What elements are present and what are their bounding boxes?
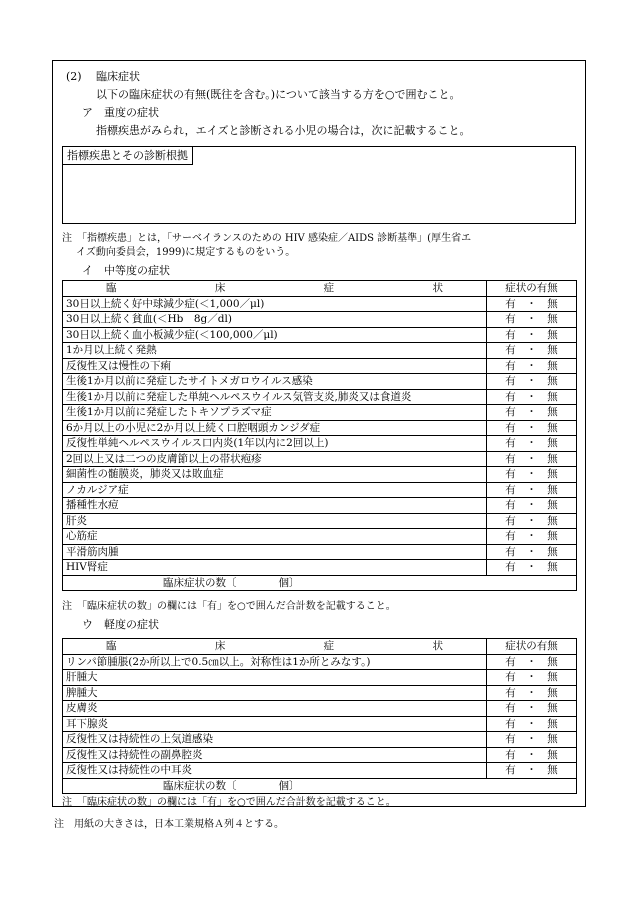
symptom-name: 生後1か月以前に発症したサイトメガロウイルス感染 (63, 374, 487, 390)
severe-instruction: 指標疾患がみられ，エイズと診断される小児の場合は，次に記載すること。 (96, 124, 471, 137)
presence-choice[interactable]: 有 ・ 無 (487, 420, 577, 436)
symptom-name: 肝炎 (63, 513, 487, 529)
symptom-name: 生後1か月以前に発症した単純ヘルペスウイルス気管支炎,肺炎又は食道炎 (63, 389, 487, 405)
table-row (63, 654, 577, 670)
presence-choice[interactable]: 有 ・ 無 (487, 685, 577, 701)
symptom-name: 皮膚炎 (63, 701, 487, 717)
header-presence: 症状の有無 (487, 281, 577, 297)
presence-choice[interactable]: 有 ・ 無 (487, 467, 577, 483)
index-disease-box[interactable] (62, 146, 576, 224)
table-row (63, 544, 577, 560)
symptom-name: 肝腫大 (63, 670, 487, 686)
count-row (63, 778, 577, 794)
presence-choice[interactable]: 有 ・ 無 (487, 358, 577, 374)
header-char: 臨 (106, 640, 117, 653)
symptom-name: 反復性又は慢性の下痢 (63, 358, 487, 374)
table-row (63, 312, 577, 328)
symptom-name: ノカルジア症 (63, 482, 487, 498)
table-row (63, 327, 577, 343)
table-row (63, 343, 577, 359)
table-row (63, 670, 577, 686)
symptom-name: 6か月以上の小児に2か月以上続く口腔咽頭カンジダ症 (63, 420, 487, 436)
section-title: 臨床症状 (96, 70, 140, 83)
symptom-name: 反復性又は持続性の副鼻腔炎 (63, 747, 487, 763)
symptom-name: 30日以上続く血小板減少症(＜100,000／μl) (63, 327, 487, 343)
presence-choice[interactable]: 有 ・ 無 (487, 498, 577, 514)
table-row (63, 467, 577, 483)
table-row (63, 529, 577, 545)
presence-choice[interactable]: 有 ・ 無 (487, 716, 577, 732)
presence-choice[interactable]: 有 ・ 無 (487, 451, 577, 467)
table-row (63, 685, 577, 701)
header-char: 臨 (106, 282, 117, 295)
presence-choice[interactable]: 有 ・ 無 (487, 763, 577, 779)
mild-symptom-table (62, 638, 577, 794)
count-blank-cell (487, 575, 577, 591)
table-row (63, 716, 577, 732)
symptom-count-field[interactable]: 臨床症状の数〔 個〕 (63, 778, 487, 794)
table-row (63, 389, 577, 405)
presence-choice[interactable]: 有 ・ 無 (487, 327, 577, 343)
table-row (63, 701, 577, 717)
symptom-name: 播種性水痘 (63, 498, 487, 514)
symptom-name: 生後1か月以前に発症したトキソプラズマ症 (63, 405, 487, 421)
symptom-name: 反復性又は持続性の中耳炎 (63, 763, 487, 779)
table-row (63, 513, 577, 529)
table-row (63, 498, 577, 514)
table-row (63, 451, 577, 467)
presence-choice[interactable]: 有 ・ 無 (487, 670, 577, 686)
presence-choice[interactable]: 有 ・ 無 (487, 529, 577, 545)
header-symptom (63, 281, 487, 297)
presence-choice[interactable]: 有 ・ 無 (487, 544, 577, 560)
table-row (63, 482, 577, 498)
header-char: 症 (323, 282, 335, 295)
footer-note: 注 用紙の大きさは，日本工業規格Ａ列４とする。 (54, 819, 284, 830)
table-header-row (63, 281, 577, 297)
presence-choice[interactable]: 有 ・ 無 (487, 732, 577, 748)
symptom-name: 細菌性の髄膜炎，肺炎又は敗血症 (63, 467, 487, 483)
symptom-count-field[interactable]: 臨床症状の数〔 個〕 (63, 575, 487, 591)
table-row (63, 560, 577, 576)
section-number: (2) (66, 70, 82, 83)
symptom-name: 反復性単純ヘルペスウイルス口内炎(1年以内に2回以上) (63, 436, 487, 452)
mild-heading: ウ 軽度の症状 (82, 618, 159, 631)
count-row (63, 575, 577, 591)
presence-choice[interactable]: 有 ・ 無 (487, 560, 577, 576)
header-char: 床 (214, 640, 226, 653)
symptom-name: 心筋症 (63, 529, 487, 545)
table-row (63, 436, 577, 452)
header-char: 床 (214, 282, 226, 295)
severe-heading: ア 重度の症状 (82, 106, 159, 119)
symptom-name: 30日以上続く貧血(＜Hb 8g／dl) (63, 312, 487, 328)
count-blank-cell (487, 778, 577, 794)
symptom-name: 耳下腺炎 (63, 716, 487, 732)
symptom-name: 1か月以上続く発熱 (63, 343, 487, 359)
table-row (63, 405, 577, 421)
header-char: 状 (432, 640, 443, 653)
table-row (63, 763, 577, 779)
table-row (63, 358, 577, 374)
presence-choice[interactable]: 有 ・ 無 (487, 482, 577, 498)
presence-choice[interactable]: 有 ・ 無 (487, 701, 577, 717)
table-row (63, 747, 577, 763)
table-row (63, 374, 577, 390)
presence-choice[interactable]: 有 ・ 無 (487, 312, 577, 328)
table-header-row (63, 639, 577, 655)
header-symptom (63, 639, 487, 655)
presence-choice[interactable]: 有 ・ 無 (487, 389, 577, 405)
index-disease-label: 指標疾患とその診断根拠 (63, 147, 193, 165)
mild-note: 注 「臨床症状の数」の欄には「有」を○で囲んだ合計数を記載すること。 (62, 797, 396, 808)
symptom-name: 脾腫大 (63, 685, 487, 701)
presence-choice[interactable]: 有 ・ 無 (487, 513, 577, 529)
symptom-name: 反復性又は持続性の上気道感染 (63, 732, 487, 748)
table-row (63, 296, 577, 312)
severe-note-line2: イズ動向委員会，1999)に規定するものをいう。 (76, 247, 296, 258)
presence-choice[interactable]: 有 ・ 無 (487, 405, 577, 421)
moderate-note: 注 「臨床症状の数」の欄には「有」を○で囲んだ合計数を記載すること。 (62, 601, 396, 612)
header-char: 症 (323, 640, 335, 653)
severe-note-line1: 注 「指標疾患」とは，「サーベイランスのための HIV 感染症／AIDS 診断基準」(厚生省エ (62, 233, 472, 244)
symptom-name: 2回以上又は二つの皮膚節以上の帯状疱疹 (63, 451, 487, 467)
presence-choice[interactable]: 有 ・ 無 (487, 654, 577, 670)
symptom-name: 30日以上続く好中球減少症(＜1,000／μl) (63, 296, 487, 312)
presence-choice[interactable]: 有 ・ 無 (487, 436, 577, 452)
header-char: 状 (432, 282, 443, 295)
presence-choice[interactable]: 有 ・ 無 (487, 747, 577, 763)
presence-choice[interactable]: 有 ・ 無 (487, 343, 577, 359)
moderate-symptom-table (62, 280, 577, 591)
presence-choice[interactable]: 有 ・ 無 (487, 296, 577, 312)
table-row (63, 732, 577, 748)
presence-choice[interactable]: 有 ・ 無 (487, 374, 577, 390)
header-presence: 症状の有無 (487, 639, 577, 655)
table-row (63, 420, 577, 436)
section-instruction: 以下の臨床症状の有無(既往を含む。)について該当する方を○で囲むこと。 (96, 88, 461, 101)
symptom-name: HIV腎症 (63, 560, 487, 576)
symptom-name: リンパ節腫脹(2か所以上で0.5㎝以上。対称性は1か所とみなす。) (63, 654, 487, 670)
symptom-name: 平滑筋肉腫 (63, 544, 487, 560)
moderate-heading: イ 中等度の症状 (82, 264, 170, 277)
